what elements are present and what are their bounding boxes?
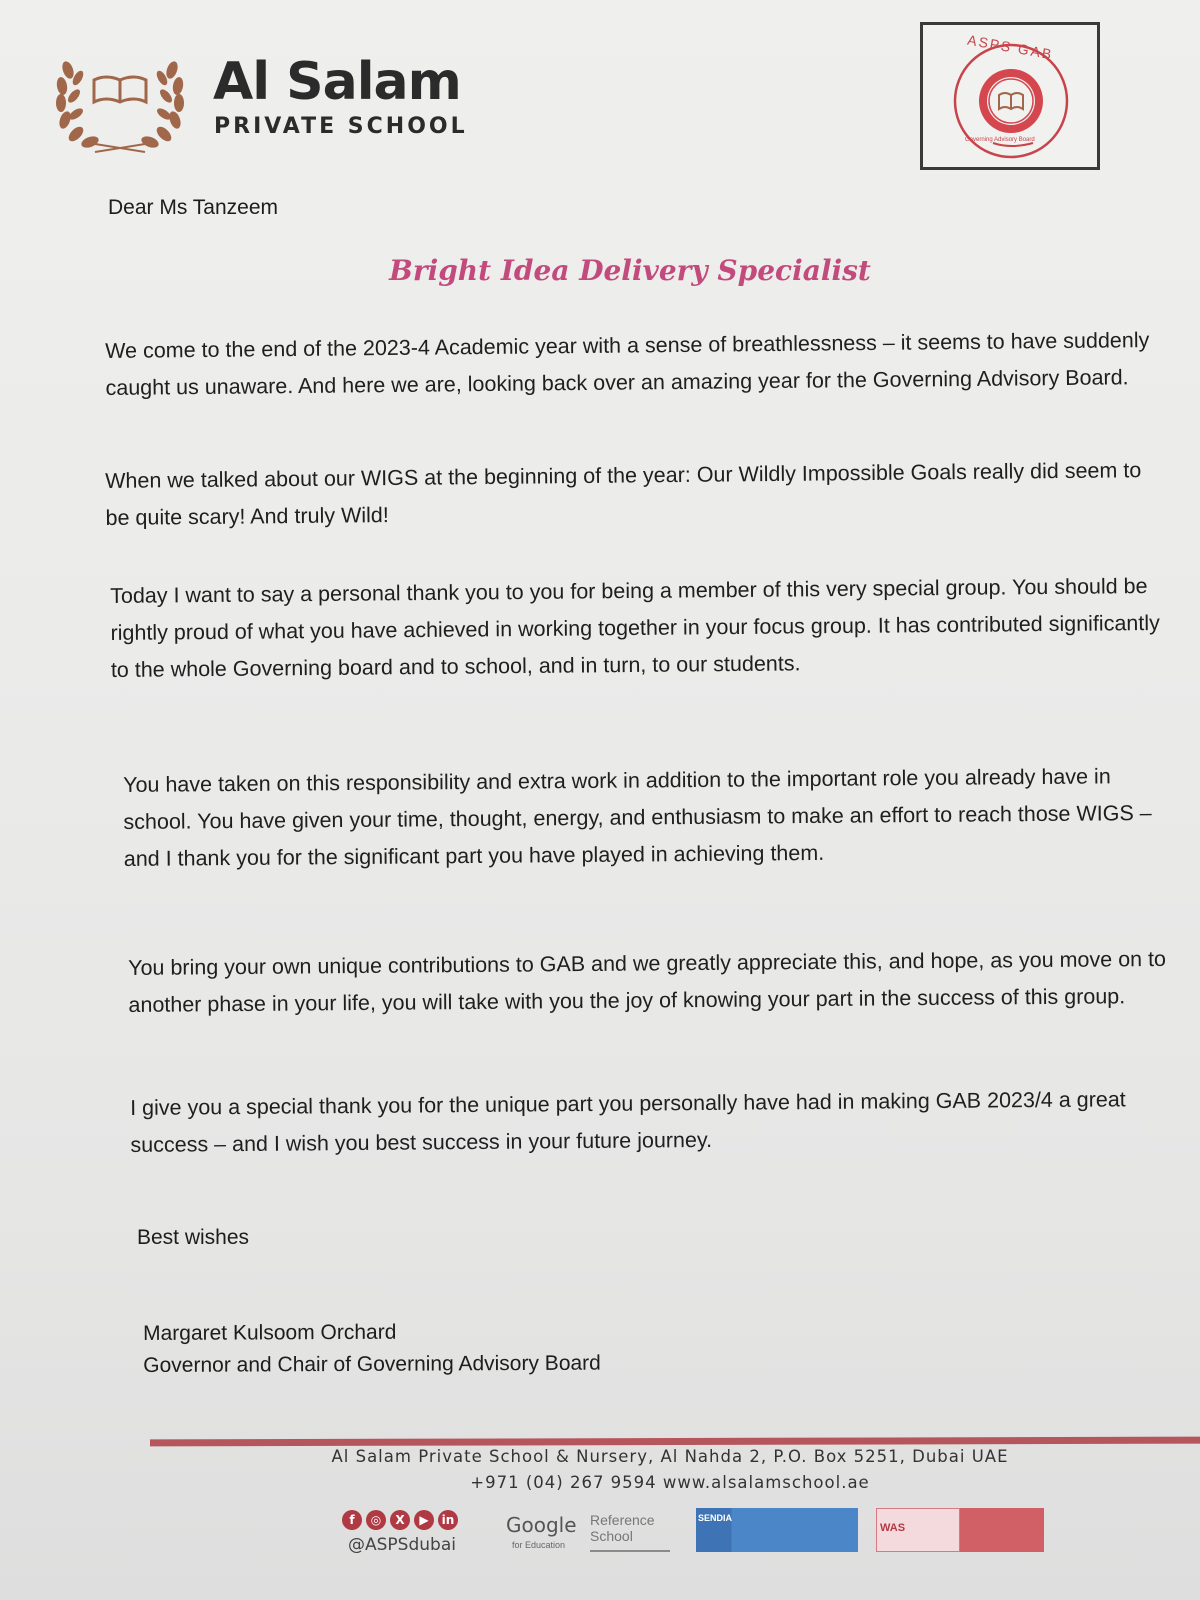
wellbeing-award-badge [960,1508,1044,1552]
laurel-book-icon [50,48,190,158]
footer-contact: +971 (04) 267 9594 www.alsalamschool.ae [470,1473,870,1492]
paragraph-2: When we talked about our WIGS at the beginning of the year: Our Wildly Impossible Goals really did seem to be quite scary! And truly Wild! [105,458,1142,530]
school-subtitle: PRIVATE SCHOOL [214,114,468,139]
paragraph-3: Today I want to say a personal thank you to you for being a member of this very special group. You should be rightly proud of what you have achieved in working together in your focus group. It has contributed significantly to the whole Governing board and to school, and in turn, to our students. [110,574,1160,682]
footer-address: Al Salam Private School & Nursery, Al Nahda 2, P.O. Box 5251, Dubai UAE [331,1447,1009,1466]
social-handle: @ASPSdubai [348,1535,456,1555]
sendia-badge-label: SENDIA [698,1513,733,1523]
google-for-education-logo: Google [506,1513,577,1537]
linkedin-icon: in [438,1510,458,1530]
google-for-education-sub: for Education [512,1540,566,1550]
letter-headline: Bright Idea Delivery Specialist [389,254,871,287]
seal-text: ASPS GAB [966,31,1055,63]
signature-block [143,1316,601,1382]
was-badge-label: WAS [880,1522,906,1534]
footer-divider [150,1437,1200,1447]
youtube-icon: ▶ [414,1510,434,1530]
gab-seal [920,22,1100,170]
closing: Best wishes [137,1226,250,1249]
paragraph-5: You bring your own unique contributions to GAB and we greatly appreciate this, and hope, as you move on to another phase in your life, you will take with you the joy of knowing your part in the success of this group. [128,946,1167,1017]
paragraph-6: I give you a special thank you for the unique part you personally have had in making GAB 2023/4 a great success – and I wish you best success in your future journey. [130,1087,1126,1157]
paragraph-4: You have taken on this responsibility and extra work in addition to the important role you already have in school. You have given your time, thought, energy, and enthusiasm to make an effort to reach those WIGS – and I thank you for the significant part you have played in achieving them. [123,764,1152,871]
x-icon: X [390,1510,410,1530]
instagram-icon: ◎ [366,1510,386,1530]
signer-title: Governor and Chair of Governing Advisory Board [143,1351,601,1377]
reference-school-label: Reference School [590,1512,670,1552]
school-name: Al Salam [213,52,461,112]
facebook-icon: f [342,1510,362,1530]
school-logo [50,48,190,158]
salutation: Dear Ms Tanzeem [108,196,279,219]
seal-subtext: Governing Advisory Board [965,137,1035,143]
signer-name: Margaret Kulsoom Orchard [143,1320,397,1345]
social-icons [342,1510,458,1530]
paragraph-1: We come to the end of the 2023-4 Academic year with a sense of breathlessness – it seems to have suddenly caught us unaware. And here we are, looking back over an amazing year for the Governing Advisory Board. [105,328,1150,400]
